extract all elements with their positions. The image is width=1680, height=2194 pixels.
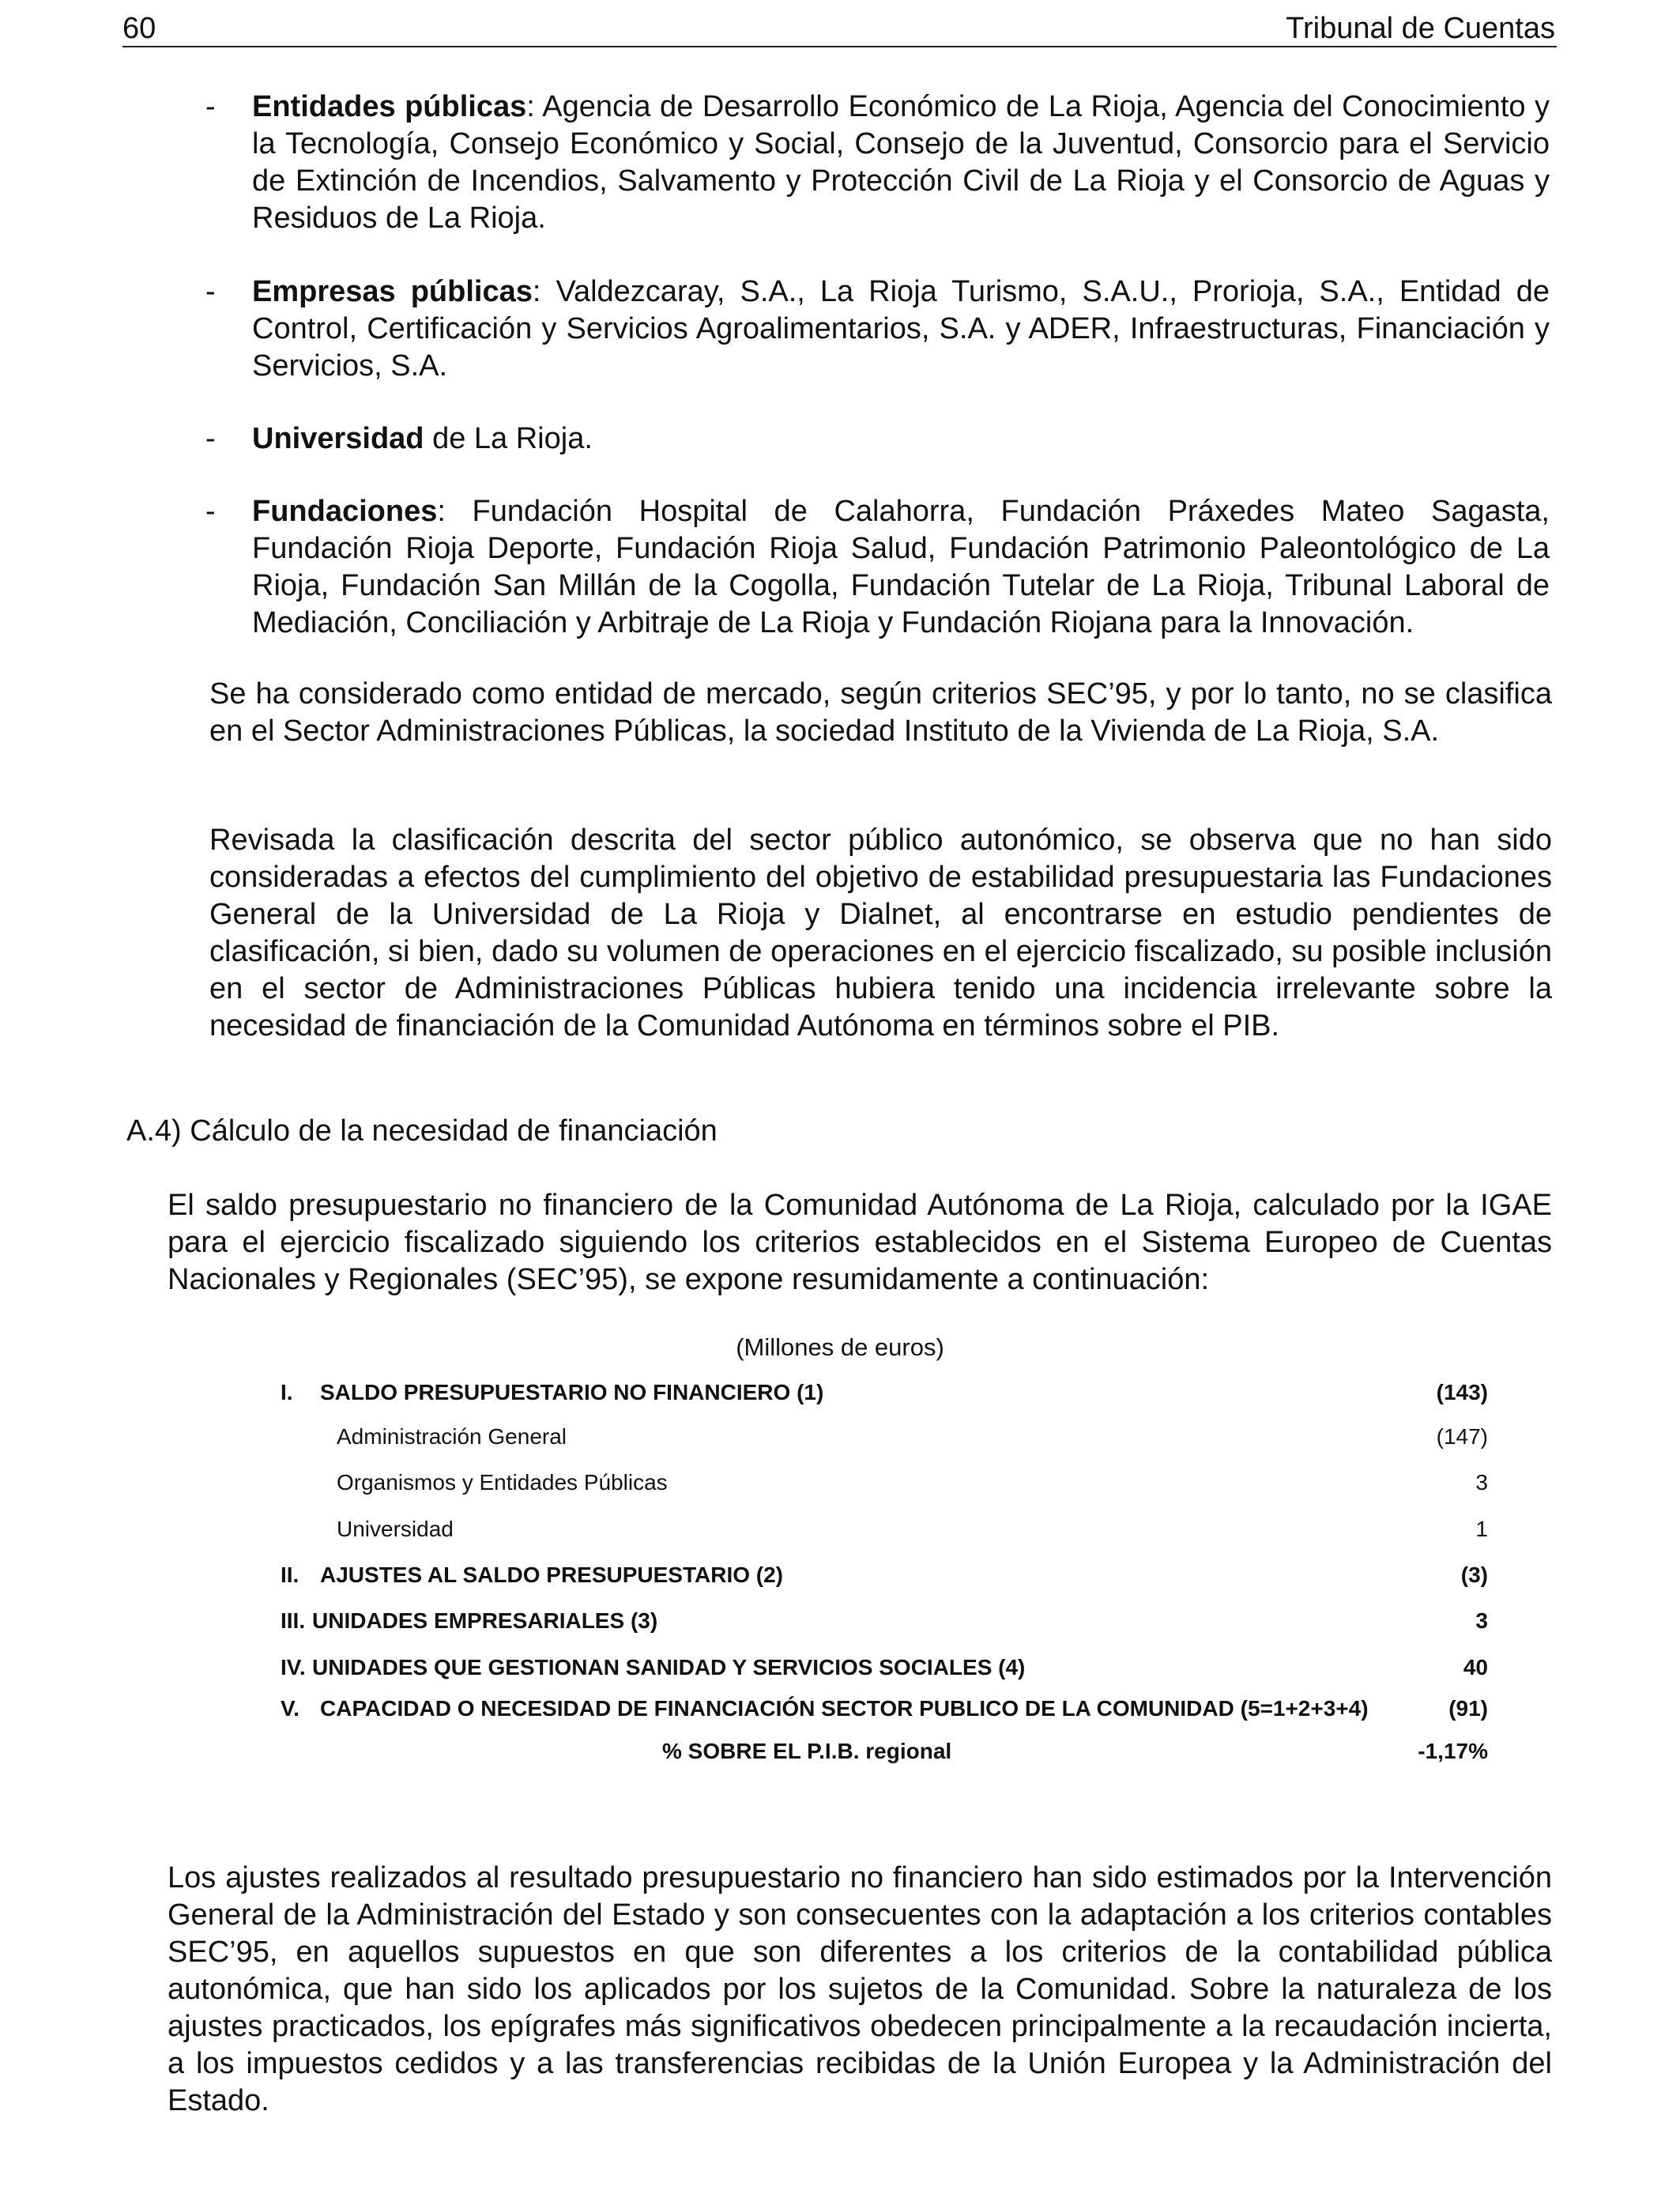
row-value: -1,17% — [1418, 1739, 1488, 1763]
list-item-lead: Entidades públicas — [252, 90, 527, 123]
row-value: 40 — [1463, 1655, 1488, 1679]
row-label-text: UNIDADES QUE GESTIONAN SANIDAD Y SERVICIOS SOCIALES (4) — [312, 1655, 1026, 1679]
row-label — [281, 1605, 657, 1637]
row-label-text: Universidad — [337, 1517, 454, 1541]
table-unit-caption: (Millones de euros) — [736, 1333, 944, 1361]
row-label — [281, 1377, 823, 1408]
table-row — [281, 1421, 1488, 1453]
table-row — [281, 1377, 1488, 1408]
row-label-text: Organismos y Entidades Públicas — [337, 1470, 668, 1495]
list-item-body: : Valdezcaray, S.A., La Rioja Turismo, S.A.U., Prorioja, S.A., Entidad de Control, Certificación y Servicios Agroalimentarios, S.A. y ADER, Infraestructuras, Financiación y Servicios, S.A. — [252, 275, 1550, 383]
table-row — [281, 1514, 1488, 1545]
table-row — [281, 1467, 1488, 1498]
paragraph-market-entity: Se ha considerado como entidad de mercado, según criterios SEC’95, y por lo tanto, no se clasifica en el Sector Administraciones Públicas, la sociedad Instituto de la Vivienda de La Rioja, S.A. — [209, 677, 1552, 748]
row-roman-numeral: III. — [281, 1608, 306, 1633]
list-item-universidad — [205, 420, 1550, 458]
table-row — [281, 1559, 1488, 1591]
list-dash: - — [205, 90, 216, 123]
row-label — [281, 1693, 1369, 1725]
table-row — [281, 1652, 1488, 1683]
row-label-text: CAPACIDAD O NECESIDAD DE FINANCIACIÓN SECTOR PUBLICO DE LA COMUNIDAD (5=1+2+3+4) — [320, 1696, 1369, 1721]
list-dash: - — [205, 422, 216, 455]
paragraph-review: Revisada la clasificación descrita del sector público autonómico, se observa que no han sido consideradas a efectos del cumplimiento del objetivo de estabilidad presupuestaria las Fundaciones General de la Universidad de La Rioja y Dialnet, al encontrarse en estudio pendientes de clasificación, si bien, dado su volumen de operaciones en el ejercicio fiscalizado, su posible inclusión en el sector de Administraciones Públicas hubiera tenido una incidencia irrelevante sobre la necesidad de financiación de la Comunidad Autónoma en términos sobre el PIB. — [209, 824, 1552, 1042]
running-title: Tribunal de Cuentas — [1286, 12, 1555, 45]
table-row — [281, 1693, 1488, 1725]
row-value: 3 — [1475, 1470, 1488, 1495]
list-item-fundaciones — [205, 493, 1550, 642]
row-value: (143) — [1436, 1380, 1488, 1404]
page-number: 60 — [122, 12, 156, 45]
list-item-body: de La Rioja. — [424, 422, 593, 455]
row-value: (147) — [1436, 1424, 1488, 1449]
row-value: (3) — [1460, 1563, 1488, 1587]
row-value: 1 — [1475, 1517, 1488, 1541]
row-roman-numeral: II. — [281, 1563, 299, 1587]
list-dash: - — [205, 275, 216, 308]
list-item-lead: Universidad — [252, 422, 424, 455]
row-label — [281, 1652, 1025, 1683]
section-heading: A.4) Cálculo de la necesidad de financiación — [126, 1114, 718, 1148]
row-label-text: Administración General — [337, 1424, 567, 1449]
list-item-lead: Empresas públicas — [252, 275, 533, 308]
paragraph-igae-intro: El saldo presupuestario no financiero de la Comunidad Autónoma de La Rioja, calculado por la IGAE para el ejercicio fiscalizado siguiendo los criterios establecidos en el Sistema Europeo de Cuentas Nacionales y Regionales (SEC’95), se expone resumidamente a continuación: — [168, 1189, 1552, 1296]
row-label-text: % SOBRE EL P.I.B. regional — [662, 1739, 952, 1763]
row-roman-numeral: IV. — [281, 1655, 306, 1679]
row-value: 3 — [1475, 1608, 1488, 1633]
list-item-lead: Fundaciones — [252, 495, 438, 528]
list-item-empresas-publicas — [205, 273, 1550, 385]
row-value: (91) — [1448, 1696, 1488, 1721]
list-item-text — [209, 89, 1550, 237]
row-roman-numeral: I. — [281, 1380, 293, 1404]
table-row — [281, 1736, 1488, 1767]
list-item-body: : Agencia de Desarrollo Económico de La Rioja, Agencia del Conocimiento y la Tecnología, Consejo Económico y Social, Consejo de la Juventud, Consorcio para el Servicio de Extinción de Incendios, Salvamento y Protección Civil de La Rioja y el Consorcio de Aguas y Residuos de La Rioja. — [252, 90, 1550, 235]
list-item-body: : Fundación Hospital de Calahorra, Fundación Práxedes Mateo Sagasta, Fundación Rioja Deporte, Fundación Rioja Salud, Fundación Patrimonio Paleontológico de La Rioja, Fundación San Millán de la Cogolla, Fundación Tutelar de La Rioja, Tribunal Laboral de Mediación, Conciliación y Arbitraje de La Rioja y Fundación Riojana para la Innovación. — [252, 495, 1550, 639]
row-label — [281, 1559, 783, 1591]
page-header — [122, 8, 1557, 47]
list-item-text — [209, 273, 1550, 385]
paragraph-adjustments: Los ajustes realizados al resultado presupuestario no financiero han sido estimados por la Intervención General de la Administración del Estado y son consecuentes con la adaptación a los criterios contables SEC’95, en aquellos supuestos en que son diferentes a los criterios de la contabilidad pública autonómica, que han sido los aplicados por los sujetos de la Comunidad. Sobre la naturaleza de los ajustes practicados, los epígrafes más significativos obedecen principalmente a la recaudación incierta, a los impuestos cedidos y a las transferencias recibidas de la Unión Europea y la Administración del Estado. — [168, 1861, 1552, 2117]
row-label-text: SALDO PRESUPUESTARIO NO FINANCIERO (1) — [320, 1380, 824, 1404]
list-item-text — [209, 493, 1550, 642]
row-roman-numeral: V. — [281, 1696, 299, 1721]
row-label-text: AJUSTES AL SALDO PRESUPUESTARIO (2) — [320, 1563, 784, 1587]
list-item-text — [209, 420, 1550, 458]
table-row — [281, 1605, 1488, 1637]
list-dash: - — [205, 495, 216, 528]
row-label-text: UNIDADES EMPRESARIALES (3) — [312, 1608, 658, 1633]
list-item-entidades-publicas — [205, 89, 1550, 237]
